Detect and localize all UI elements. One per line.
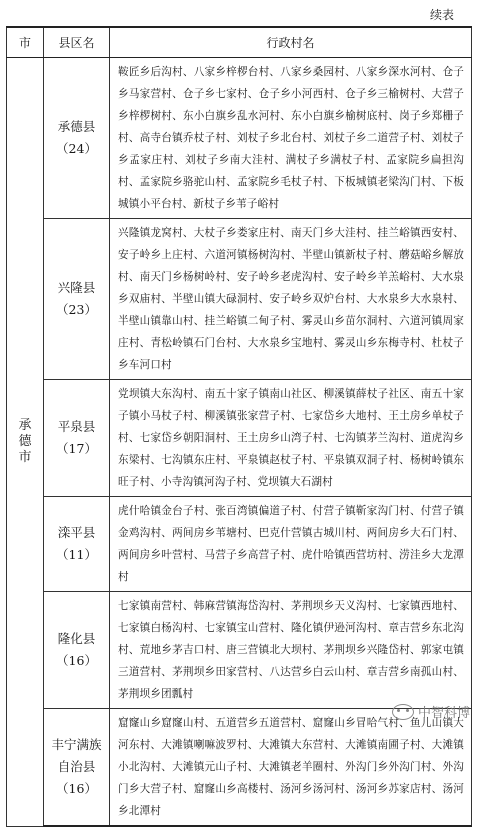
header-row	[7, 27, 472, 58]
county-name: 承德县	[57, 119, 96, 134]
county-count: （16）	[56, 781, 97, 796]
county-name: 隆化县	[57, 631, 96, 646]
watermark-text: 中智科博	[417, 706, 470, 721]
table-row	[7, 497, 472, 592]
county-count: （16）	[56, 653, 97, 668]
county-cell	[44, 219, 110, 380]
header-county: 县区名	[44, 27, 110, 58]
table-row	[7, 709, 472, 827]
county-cell	[44, 709, 110, 827]
county-count: （23）	[56, 302, 97, 317]
county-name-line-2: 自治县	[57, 759, 96, 774]
county-cell	[44, 58, 110, 219]
continued-label: 续表	[429, 8, 454, 22]
header-villages: 行政村名	[110, 27, 472, 58]
county-name: 滦平县	[57, 525, 96, 540]
county-count: （17）	[56, 441, 97, 456]
county-count: （24）	[56, 141, 97, 156]
village-list: 兴隆镇龙窝村、大杖子乡娄家庄村、南天门乡大洼村、挂兰峪镇西安村、安子岭乡上庄村、六道河镇杨树沟村、半壁山镇新杖子村、蘑菇峪乡解放村、南天门乡杨树岭村、安子岭乡老虎沟村、安子岭乡羊羔峪村、大水泉乡双庙村、半壁山镇大碌洞村、安子岭乡双炉台村、大水泉乡大水泉村、半壁山镇靠山村、挂兰峪镇二甸子村、雾灵山乡苗尔洞村、六道河镇周家庄村、青松岭镇石门台村、大水泉乡宝地村、雾灵山乡东梅寺村、杜杖子乡车河口村	[110, 219, 472, 380]
county-cell	[44, 497, 110, 592]
village-list: 七家镇南营村、韩麻营镇海岱沟村、茅荆坝乡天义沟村、七家镇西地村、七家镇白杨沟村、七家镇宝山营村、隆化镇伊逊河沟村、章吉营乡东北沟村、荒地乡茅吉口村、唐三营镇北大坝村、茅荆坝乡兴隆岱村、郭家屯镇三道营村、茅荆坝乡田家营村、八达营乡白云山村、章吉营乡南孤山村、茅荆坝乡团瓢村	[110, 592, 472, 709]
table-row	[7, 58, 472, 219]
county-count: （11）	[56, 547, 97, 562]
city-name: 承德市	[18, 417, 32, 465]
city-cell	[7, 58, 44, 827]
county-cell	[44, 380, 110, 497]
county-cell	[44, 592, 110, 709]
table-row	[7, 219, 472, 380]
county-name: 平泉县	[57, 419, 96, 434]
village-list: 窟窿山乡窟窿山村、五道营乡五道营村、窟窿山乡冒哈气村、鱼儿山镇大河东村、大滩镇喇嘛波罗村、大滩镇大东营村、大滩镇南圃子村、大滩镇小北沟村、大滩镇元山子村、大滩镇老羊圈村、外沟门乡外沟门村、外沟门乡大营子村、窟窿山乡高楼村、汤河乡汤河村、汤河乡苏家店村、汤河乡北潭村	[110, 709, 472, 827]
header-city: 市	[7, 27, 44, 58]
table-row	[7, 380, 472, 497]
village-list: 虎什哈镇金台子村、张百湾镇偏道子村、付营子镇靳家沟门村、付营子镇金鸡沟村、两间房乡苇塘村、巴克什营镇古城川村、两间房乡大石门村、两间房乡叶营村、马营子乡高营子村、虎什哈镇西营坊村、涝洼乡大龙潭村	[110, 497, 472, 592]
village-list: 党坝镇大东沟村、南五十家子镇南山社区、柳溪镇薛杖子社区、南五十家子镇小马杖子村、柳溪镇张家营子村、七家岱乡大地村、王土房乡单杖子村、七家岱乡朝阳洞村、王土房乡山湾子村、七沟镇茅兰沟村、道虎沟乡东梁村、七沟镇东庄村、平泉镇赵杖子村、平泉镇双洞子村、杨树岭镇东旺子村、小寺沟镇河沟子村、党坝镇大石湖村	[110, 380, 472, 497]
watermark	[392, 702, 470, 721]
county-name: 兴隆县	[57, 280, 96, 295]
table-row	[7, 592, 472, 709]
county-name-line-1: 丰宁满族	[51, 737, 102, 752]
wechat-icon	[392, 704, 414, 720]
village-list: 鞍匠乡后沟村、八家乡梓椤台村、八家乡桑园村、八家乡深水河村、仓子乡马家营村、仓子乡七家村、仓子乡小河西村、仓子乡三榆树村、大营子乡梓椤树村、东小白旗乡乱水河村、东小白旗乡榆树底村、岗子乡郑栅子村、高寺台镇乔杖子村、刘杖子乡北台村、刘杖子乡二道营子村、刘杖子乡孟家庄村、刘杖子乡南大洼村、满杖子乡满杖子村、孟家院乡扁担沟村、孟家院乡骆驼山村、孟家院乡毛杖子村、下板城镇老梁沟门村、下板城镇小平台村、新杖子乡苇子峪村	[110, 58, 472, 219]
